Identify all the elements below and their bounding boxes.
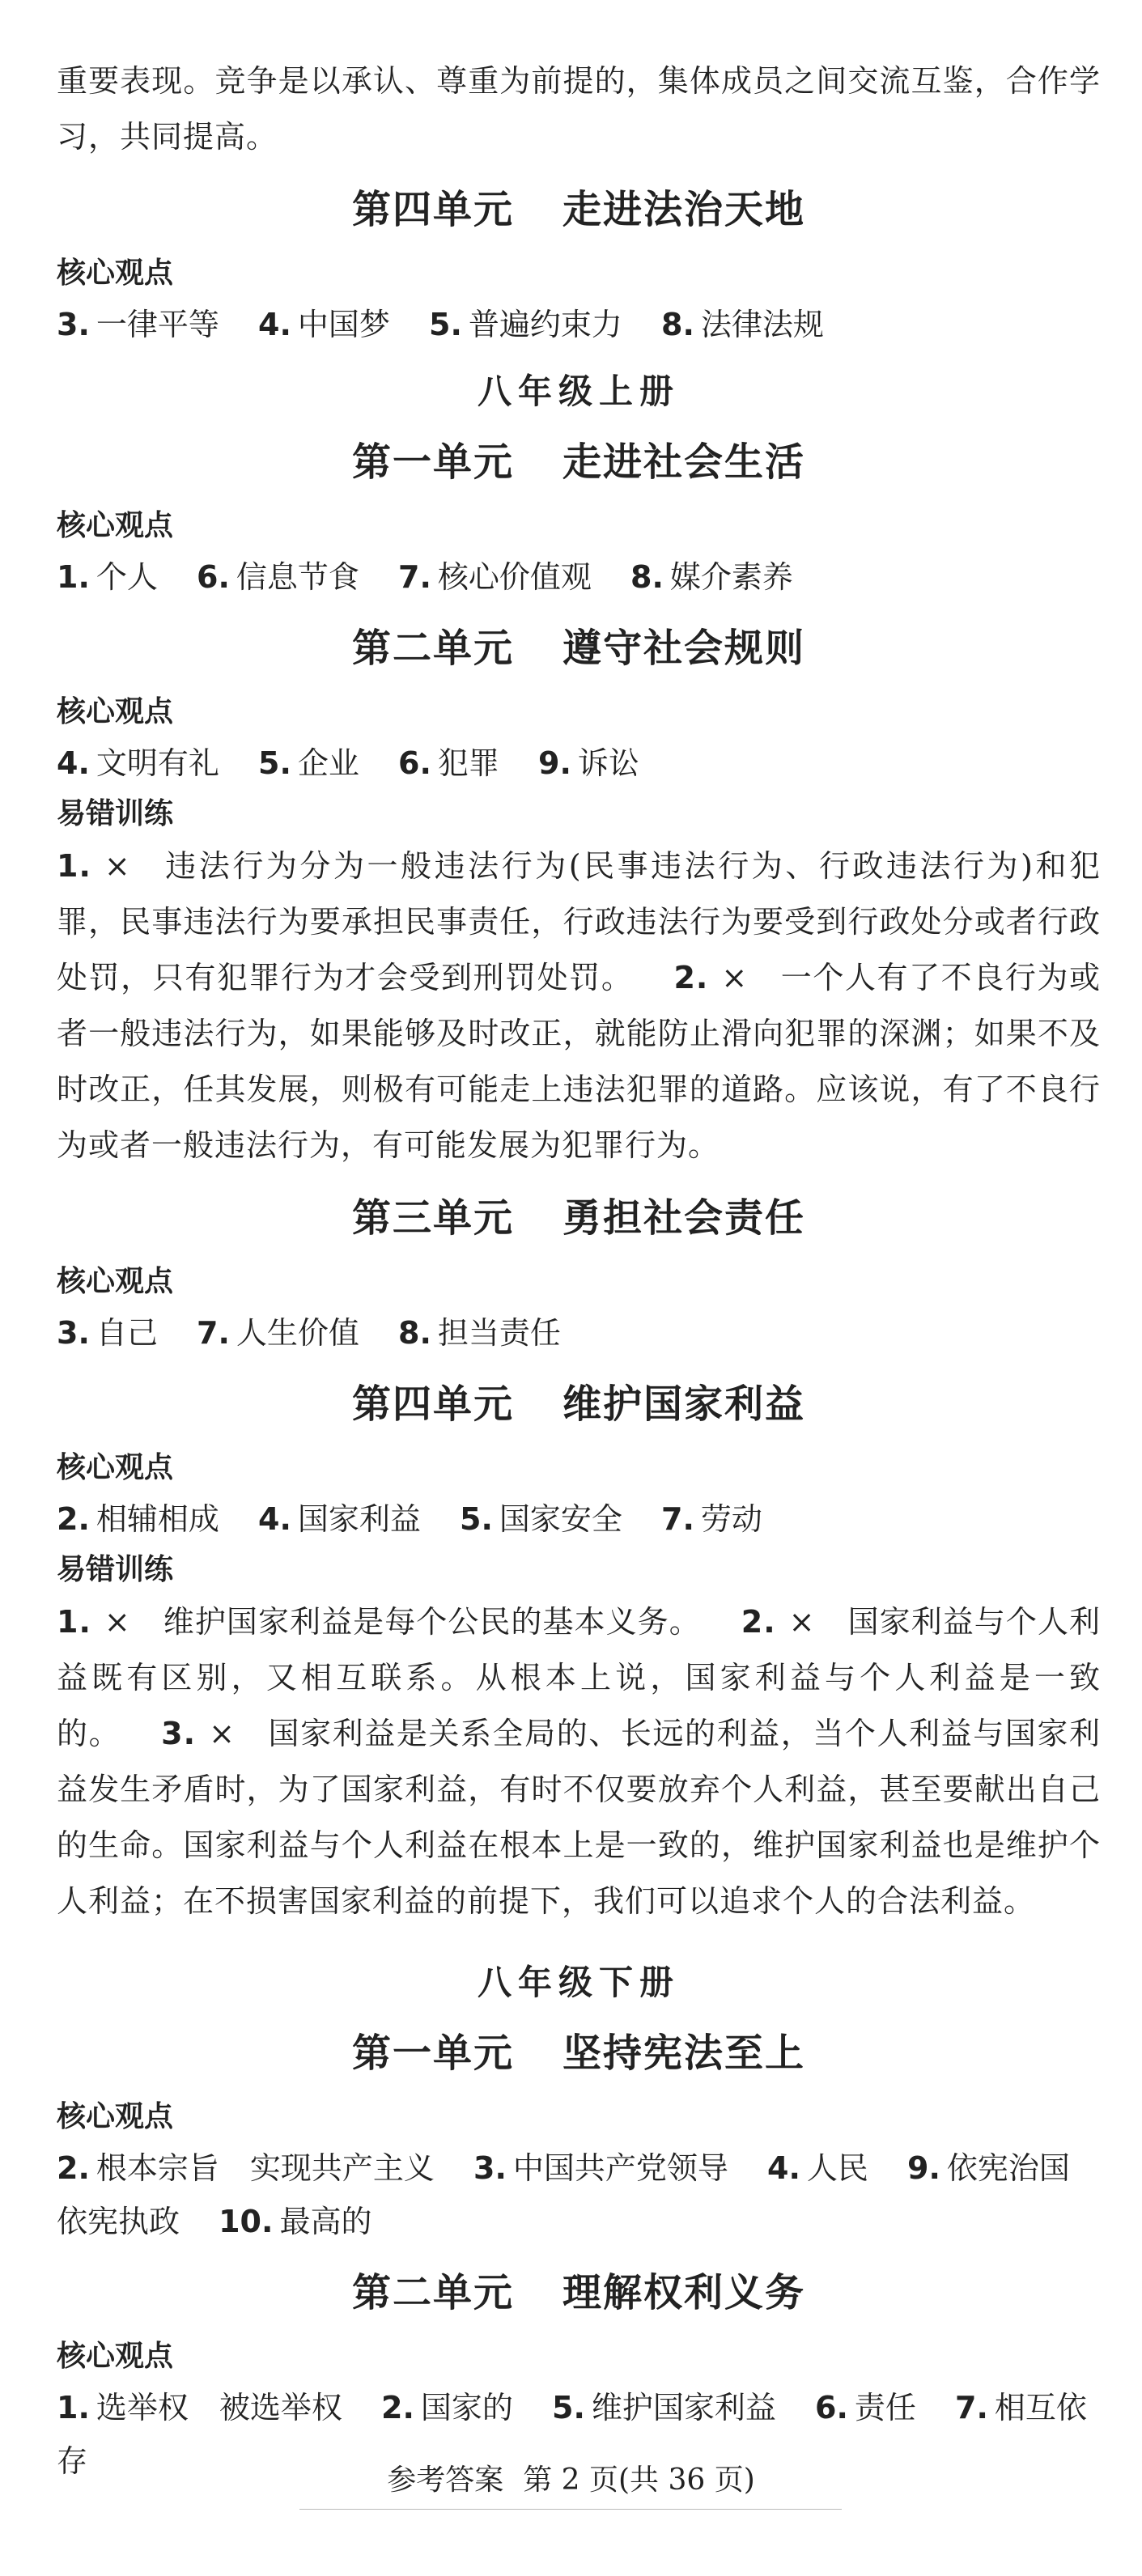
answer-item: 7. 劳动 [661,1501,762,1537]
unit-name: 理解权利义务 [563,2270,806,2315]
core-label: 核心观点 [57,257,174,290]
unit-number: 第一单元 [351,2031,514,2076]
unit-number: 第二单元 [351,626,514,671]
answer-item: 6. 犯罪 [398,745,499,781]
core-answers [57,2141,1101,2248]
grade-title-8-up: 八年级上册 [477,371,680,411]
core-answers [57,550,1101,604]
unit-title-8a-1 [57,434,1101,490]
answer-item: 5. 维护国家利益 [552,2390,776,2425]
error-answers [57,838,1101,1173]
error-item: 1. × 维护国家利益是每个公民的基本义务。 [57,1604,701,1640]
answer-item: 2. 根本宗旨 实现共产主义 [57,2150,435,2186]
error-label: 易错训练 [57,797,174,830]
unit-number: 第四单元 [351,187,514,232]
answer-item: 3. 一律平等 [57,307,219,342]
unit-name: 勇担社会责任 [563,1195,806,1241]
answer-page [57,53,1101,2488]
answer-item: 1. 选举权 被选举权 [57,2390,342,2425]
error-item: 2. × 一个人有了不良行为或者一般违法行为，如果能够及时改正，就能防止滑向犯罪的深渊；如果不及时改正，任其发展，则极有可能走上违法犯罪的道路。应该说，有了不良行为或者一般违法行为，有可能发展为犯罪行为。 [57,960,1101,1163]
unit-title-8a-3 [57,1190,1101,1246]
core-label: 核心观点 [57,509,174,542]
answer-item: 5. 普遍约束力 [429,307,622,342]
unit-number: 第二单元 [351,2270,514,2315]
answer-item: 4. 文明有礼 [57,745,219,781]
page-footer [0,2460,1142,2501]
answer-item: 7. 相互依存 [57,2390,1087,2479]
core-label: 核心观点 [57,1451,174,1484]
core-label: 核心观点 [57,695,174,728]
unit-name: 坚持宪法至上 [563,2031,806,2076]
answer-item: 2. 国家的 [381,2390,513,2425]
answer-item: 8. 媒介素养 [630,559,793,595]
error-item: 3. × 国家利益是关系全局的、长远的利益，当个人利益与国家利益发生矛盾时，为了国家利益，有时不仅要放弃个人利益，甚至要献出自己的生命。国家利益与个人利益在根本上是一致的，维护国家利益也是维护个人利益；在不损害国家利益的前提下，我们可以追求个人的合法利益。 [57,1716,1101,1919]
footer-label: 参考答案 [387,2464,504,2497]
answer-item: 9. 诉讼 [538,745,639,781]
unit-number: 第一单元 [351,439,514,485]
unit-name: 遵守社会规则 [563,626,806,671]
answer-item: 9. 依宪治国 依宪执政 [57,2150,1101,2239]
core-label: 核心观点 [57,1265,174,1298]
answer-item: 5. 企业 [258,745,359,781]
answer-item: 6. 信息节食 [197,559,359,595]
core-label: 核心观点 [57,2340,174,2373]
core-answers [57,298,1101,351]
answer-item: 3. 自己 [57,1315,158,1351]
answer-item: 3. 中国共产党领导 [473,2150,728,2186]
unit-number: 第三单元 [351,1195,514,1241]
answer-item: 1. 个人 [57,559,158,595]
core-answers [57,1306,1101,1360]
answer-item: 7. 核心价值观 [398,559,592,595]
answer-item: 4. 国家利益 [258,1501,421,1537]
error-answers [57,1594,1101,1929]
unit-title-8a-4 [57,1376,1101,1432]
unit-name: 走进法治天地 [563,187,806,232]
core-label: 核心观点 [57,2100,174,2133]
unit-title-8b-1 [57,2025,1101,2082]
page-number: 第 2 页(共 36 页) [523,2464,755,2497]
error-label: 易错训练 [57,1553,174,1586]
grade-title-8-down: 八年级下册 [477,1963,680,2002]
unit-title-8b-2 [57,2264,1101,2321]
error-item: 2. × 国家利益与个人利益既有区别，又相互联系。从根本上说，国家利益与个人利益是一致的。 [57,1604,1101,1751]
answer-item: 4. 中国梦 [258,307,390,342]
answer-item: 8. 担当责任 [398,1315,561,1351]
unit-number: 第四单元 [351,1381,514,1427]
answer-item: 2. 相辅相成 [57,1501,219,1537]
answer-item: 7. 人生价值 [197,1315,359,1351]
unit-name: 走进社会生活 [563,439,806,485]
unit-title-g7-4 [57,181,1101,238]
footer-divider [299,2509,842,2510]
core-answers [57,736,1101,790]
unit-title-8a-2 [57,620,1101,677]
answer-item: 5. 国家安全 [460,1501,622,1537]
answer-item: 6. 责任 [815,2390,916,2425]
answer-item: 10. 最高的 [219,2204,372,2239]
error-item: 1. × 违法行为分为一般违法行为(民事违法行为、行政违法行为)和犯罪，民事违法行为要承担民事责任，行政违法行为要受到行政处分或者行政处罚，只有犯罪行为才会受到刑罚处罚。 [57,848,1101,995]
intro-paragraph: 重要表现。竞争是以承认、尊重为前提的，集体成员之间交流互鉴，合作学习，共同提高。 [57,63,1101,155]
answer-item: 4. 人民 [767,2150,868,2186]
answer-item: 8. 法律法规 [661,307,824,342]
unit-name: 维护国家利益 [563,1381,806,1427]
core-answers [57,1492,1101,1546]
